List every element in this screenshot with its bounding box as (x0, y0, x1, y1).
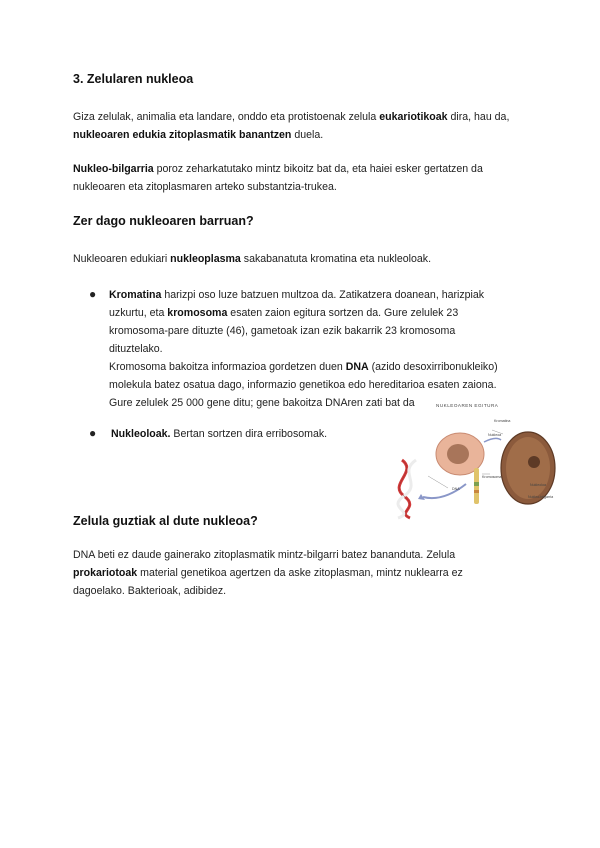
text-span: Kromosoma bakoitza informazioa gordetzen duen (109, 361, 346, 373)
section-heading-nukleoa: 3. Zelularen nukleoa (73, 72, 194, 86)
bold-term: eukariotikoak (379, 111, 448, 123)
bold-term: kromosoma (167, 307, 228, 319)
nucleoplasm-illustration (506, 437, 550, 499)
text-line (109, 286, 539, 304)
text-line (73, 250, 543, 268)
bold-term: Nukleoloak. (111, 428, 171, 440)
text-span: Bertan sortzen dira erribosomak. (170, 428, 328, 440)
bold-term: prokariotoak (73, 567, 138, 579)
text-span: poroz zeharkatutako mintz bikoitz bat da, eta haiei esker gertatzen da (153, 163, 483, 175)
text-line (73, 126, 543, 144)
text-span: Giza zelulak, animalia eta landare, onddo eta protistoenak zelula (73, 111, 380, 123)
text-span: dira, hau da, (447, 111, 510, 123)
list-item-kromatina (109, 286, 539, 412)
bold-term: Nukleo-bilgarria (73, 163, 154, 175)
bold-term: nukleoaren edukia zitoplasmatik banantzen (73, 129, 292, 141)
figure-label-bilgarria: Nukleo-bilgarria (528, 495, 554, 499)
nucleus-structure-figure (388, 402, 556, 520)
bold-term: DNA (345, 361, 369, 373)
text-span: uzkurtu, eta (109, 307, 168, 319)
bold-term: nukleoplasma (170, 253, 241, 265)
text-line (73, 160, 543, 178)
text-line (109, 358, 539, 376)
figure-label-kromatina: Kromatina (494, 419, 511, 423)
paragraph-prokariotoak (73, 546, 543, 600)
arrow-icon (484, 438, 501, 442)
paragraph-nukleo-bilgarria (73, 160, 543, 196)
cell-nucleus-illustration (447, 444, 469, 464)
paragraph-nukleoplasma (73, 250, 543, 268)
text-span: (azido desoxirribonukleiko) (368, 361, 498, 373)
nucleolus-illustration (528, 456, 540, 468)
text-line: nukleoaren eta zitoplasmaren arteko substantzia-trukea. (73, 181, 337, 193)
text-line: kromosoma-pare dituzte (46), gametoak izan ezik bakarrik 23 kromosoma (109, 325, 456, 337)
text-span: material genetikoa agertzen da aske zitoplasman, mintz nuklearra ez (137, 567, 463, 579)
chromosome-band (474, 482, 479, 486)
figure-label-kromosoma: Kromosoma (482, 475, 502, 479)
figure-label-nukleoloa: Nukleoloa (530, 483, 546, 487)
text-line (111, 425, 391, 443)
text-span: harizpi oso luze batzuen multzoa da. Zatikatzera doanean, harizpiak (161, 289, 485, 301)
text-line (73, 564, 543, 582)
text-line: dagoelako. Bakterioak, adibidez. (73, 585, 227, 597)
leader-line (428, 476, 448, 488)
figure-label-dna: DNA (452, 487, 460, 491)
section-heading-zelula-guztiak: Zelula guztiak al dute nukleoa? (73, 514, 258, 528)
bullet-icon: ● (89, 426, 97, 440)
text-span: esaten zaion egitura sortzen da. Gure zelulek 23 (227, 307, 459, 319)
list-item-nukleoloak (111, 425, 391, 443)
text-line: DNA beti ez daude gainerako zitoplasmatik mintz-bilgarri batez bananduta. Zelula (73, 549, 456, 561)
paragraph-eukariotikoak (73, 108, 543, 144)
bold-term: Kromatina (109, 289, 162, 301)
text-line: Gure zelulek 25 000 gene ditu; gene bakoitza DNAren zati bat da (109, 397, 415, 409)
text-span: duela. (291, 129, 324, 141)
figure-label-nukleoa: Nukleoa (488, 433, 502, 437)
section-heading-barruan: Zer dago nukleoaren barruan? (73, 214, 254, 228)
text-span: Nukleoaren edukiari (73, 253, 171, 265)
text-span: sakabanatuta kromatina eta nukleoloak. (240, 253, 432, 265)
figure-title: NUKLEOAREN EGITURA (436, 403, 499, 408)
text-line (73, 108, 543, 126)
text-line: dituztelako. (109, 343, 163, 355)
text-line (109, 304, 539, 322)
bullet-icon: ● (89, 287, 97, 301)
chromosome-band (474, 490, 479, 493)
text-line: molekula batez osatua dago, informazio genetikoa edo hereditarioa esaten zaiona. (109, 379, 497, 391)
